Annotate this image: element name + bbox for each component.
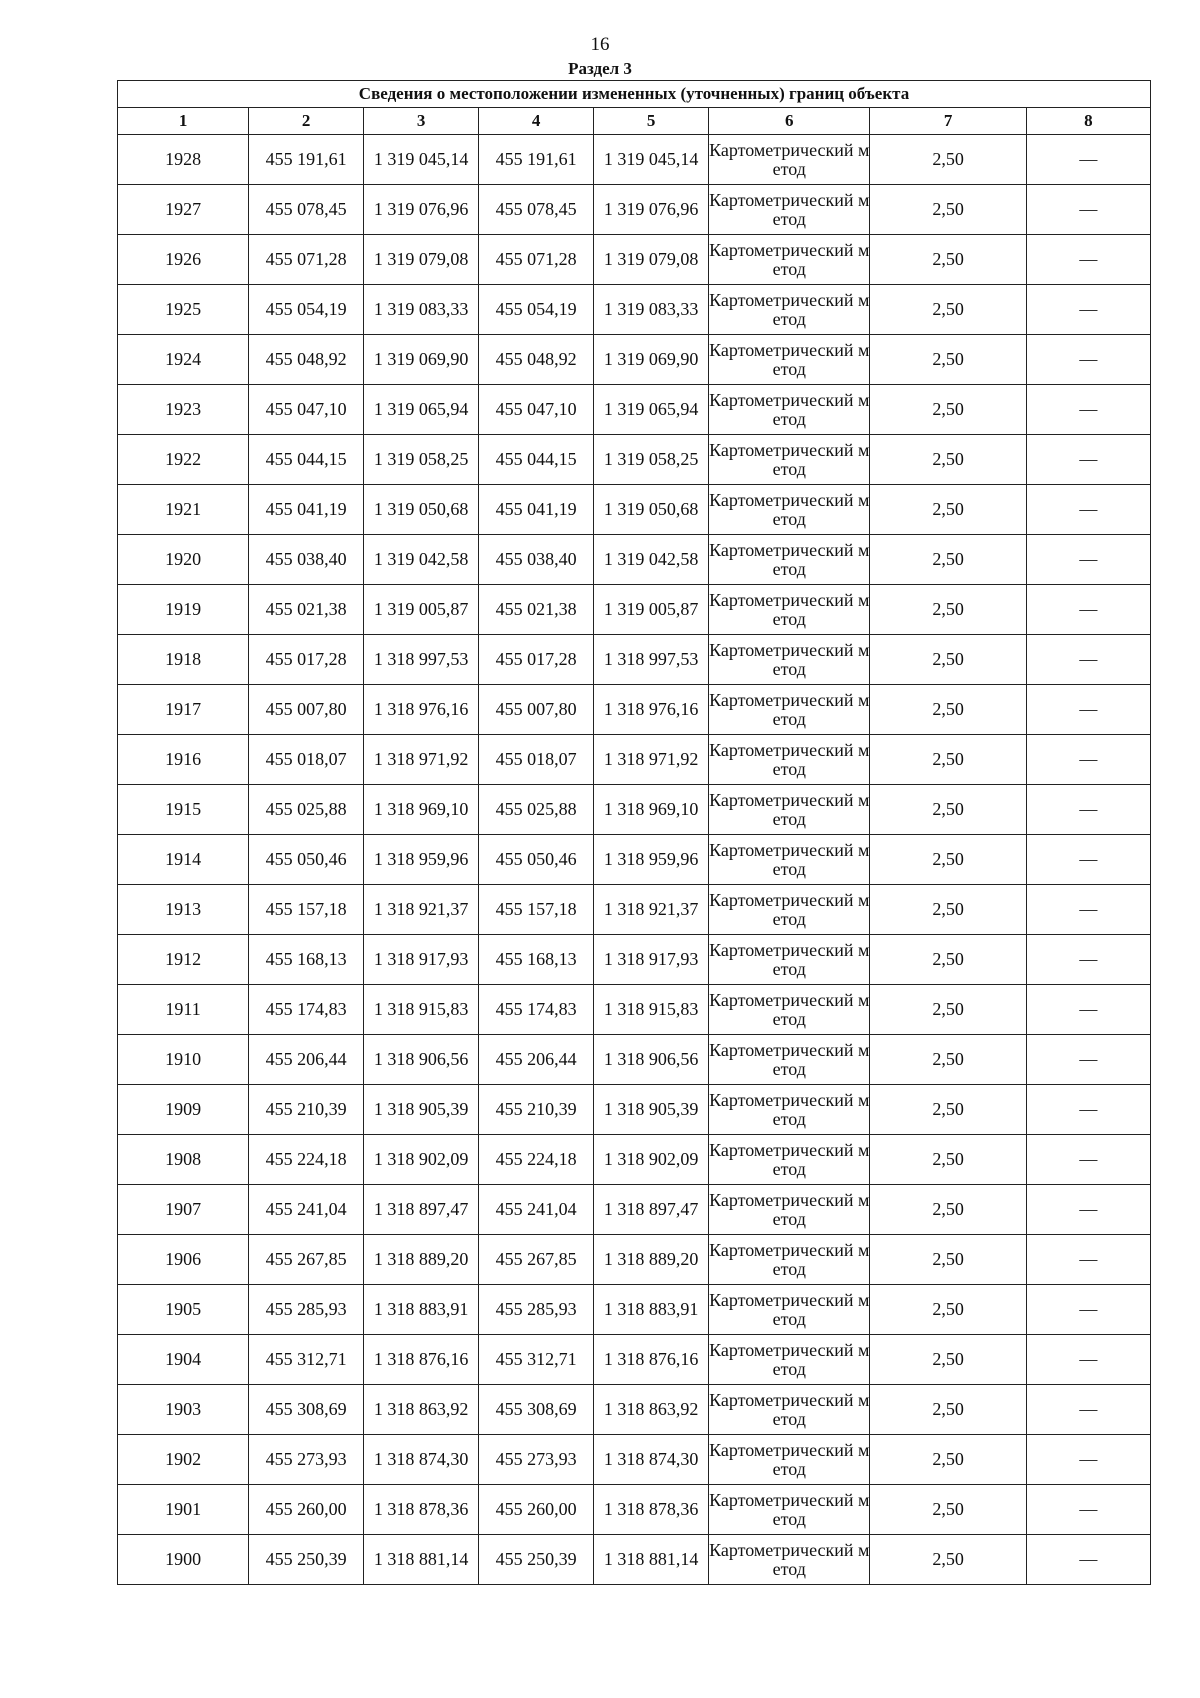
table-body (118, 135, 1151, 1585)
accuracy-cell: 2,50 (870, 185, 1026, 235)
y-refined-cell: 1 319 045,14 (594, 135, 709, 185)
y-existing-cell: 1 318 878,36 (364, 1485, 479, 1535)
x-existing-cell: 455 273,93 (249, 1435, 364, 1485)
x-refined-cell: 455 168,13 (479, 935, 594, 985)
method-cell: Картометрический метод (709, 1235, 870, 1285)
y-refined-cell: 1 318 976,16 (594, 685, 709, 735)
x-existing-cell: 455 267,85 (249, 1235, 364, 1285)
y-existing-cell: 1 319 083,33 (364, 285, 479, 335)
point-number-cell: 1926 (118, 235, 249, 285)
y-existing-cell: 1 318 971,92 (364, 735, 479, 785)
x-existing-cell: 455 312,71 (249, 1335, 364, 1385)
method-cell: Картометрический метод (709, 235, 870, 285)
x-existing-cell: 455 050,46 (249, 835, 364, 885)
note-cell: — (1026, 1135, 1150, 1185)
accuracy-cell: 2,50 (870, 885, 1026, 935)
x-existing-cell: 455 054,19 (249, 285, 364, 335)
note-cell: — (1026, 1335, 1150, 1385)
table-row (118, 735, 1151, 785)
point-number-cell: 1914 (118, 835, 249, 885)
y-existing-cell: 1 318 915,83 (364, 985, 479, 1035)
x-refined-cell: 455 273,93 (479, 1435, 594, 1485)
note-cell: — (1026, 635, 1150, 685)
x-existing-cell: 455 308,69 (249, 1385, 364, 1435)
column-number-row (118, 108, 1151, 135)
accuracy-cell: 2,50 (870, 635, 1026, 685)
note-cell: — (1026, 1285, 1150, 1335)
y-refined-cell: 1 318 897,47 (594, 1185, 709, 1235)
method-cell: Картометрический метод (709, 935, 870, 985)
x-refined-cell: 455 174,83 (479, 985, 594, 1035)
method-cell: Картометрический метод (709, 835, 870, 885)
table-row (118, 835, 1151, 885)
table-row (118, 1235, 1151, 1285)
x-existing-cell: 455 044,15 (249, 435, 364, 485)
y-existing-cell: 1 318 976,16 (364, 685, 479, 735)
x-refined-cell: 455 025,88 (479, 785, 594, 835)
x-existing-cell: 455 025,88 (249, 785, 364, 835)
accuracy-cell: 2,50 (870, 335, 1026, 385)
y-existing-cell: 1 319 005,87 (364, 585, 479, 635)
x-refined-cell: 455 312,71 (479, 1335, 594, 1385)
x-existing-cell: 455 250,39 (249, 1535, 364, 1585)
x-refined-cell: 455 191,61 (479, 135, 594, 185)
accuracy-cell: 2,50 (870, 1135, 1026, 1185)
point-number-cell: 1928 (118, 135, 249, 185)
point-number-cell: 1912 (118, 935, 249, 985)
point-number-cell: 1919 (118, 585, 249, 635)
x-existing-cell: 455 078,45 (249, 185, 364, 235)
table-row (118, 485, 1151, 535)
method-cell: Картометрический метод (709, 985, 870, 1035)
table-row (118, 1085, 1151, 1135)
x-refined-cell: 455 038,40 (479, 535, 594, 585)
method-cell: Картометрический метод (709, 885, 870, 935)
y-existing-cell: 1 318 902,09 (364, 1135, 479, 1185)
x-refined-cell: 455 041,19 (479, 485, 594, 535)
y-existing-cell: 1 318 889,20 (364, 1235, 479, 1285)
x-refined-cell: 455 078,45 (479, 185, 594, 235)
column-number: 3 (364, 108, 479, 135)
y-refined-cell: 1 318 959,96 (594, 835, 709, 885)
x-existing-cell: 455 224,18 (249, 1135, 364, 1185)
y-existing-cell: 1 318 874,30 (364, 1435, 479, 1485)
y-existing-cell: 1 319 069,90 (364, 335, 479, 385)
x-existing-cell: 455 157,18 (249, 885, 364, 935)
note-cell: — (1026, 835, 1150, 885)
y-existing-cell: 1 318 863,92 (364, 1385, 479, 1435)
column-number: 8 (1026, 108, 1150, 135)
accuracy-cell: 2,50 (870, 785, 1026, 835)
table-row (118, 885, 1151, 935)
method-cell: Картометрический метод (709, 285, 870, 335)
x-existing-cell: 455 018,07 (249, 735, 364, 785)
y-refined-cell: 1 319 065,94 (594, 385, 709, 435)
point-number-cell: 1901 (118, 1485, 249, 1535)
y-refined-cell: 1 318 921,37 (594, 885, 709, 935)
y-refined-cell: 1 318 889,20 (594, 1235, 709, 1285)
table-row (118, 785, 1151, 835)
x-existing-cell: 455 047,10 (249, 385, 364, 435)
x-existing-cell: 455 007,80 (249, 685, 364, 735)
y-refined-cell: 1 318 881,14 (594, 1535, 709, 1585)
accuracy-cell: 2,50 (870, 985, 1026, 1035)
table-row (118, 685, 1151, 735)
y-existing-cell: 1 318 883,91 (364, 1285, 479, 1335)
y-existing-cell: 1 318 917,93 (364, 935, 479, 985)
note-cell: — (1026, 335, 1150, 385)
method-cell: Картометрический метод (709, 1285, 870, 1335)
table-row (118, 1285, 1151, 1335)
y-existing-cell: 1 319 076,96 (364, 185, 479, 235)
x-refined-cell: 455 250,39 (479, 1535, 594, 1585)
y-refined-cell: 1 319 005,87 (594, 585, 709, 635)
note-cell: — (1026, 735, 1150, 785)
y-refined-cell: 1 318 917,93 (594, 935, 709, 985)
boundary-coordinates-table (117, 80, 1151, 1585)
accuracy-cell: 2,50 (870, 1285, 1026, 1335)
y-refined-cell: 1 318 883,91 (594, 1285, 709, 1335)
x-refined-cell: 455 224,18 (479, 1135, 594, 1185)
x-existing-cell: 455 210,39 (249, 1085, 364, 1135)
y-refined-cell: 1 318 915,83 (594, 985, 709, 1035)
y-existing-cell: 1 319 045,14 (364, 135, 479, 185)
y-refined-cell: 1 318 969,10 (594, 785, 709, 835)
accuracy-cell: 2,50 (870, 135, 1026, 185)
x-refined-cell: 455 018,07 (479, 735, 594, 785)
method-cell: Картометрический метод (709, 1485, 870, 1535)
method-cell: Картометрический метод (709, 785, 870, 835)
column-number: 7 (870, 108, 1026, 135)
x-refined-cell: 455 285,93 (479, 1285, 594, 1335)
x-existing-cell: 455 038,40 (249, 535, 364, 585)
y-refined-cell: 1 319 076,96 (594, 185, 709, 235)
method-cell: Картометрический метод (709, 1185, 870, 1235)
note-cell: — (1026, 235, 1150, 285)
accuracy-cell: 2,50 (870, 1385, 1026, 1435)
point-number-cell: 1900 (118, 1535, 249, 1585)
note-cell: — (1026, 1385, 1150, 1435)
method-cell: Картометрический метод (709, 1535, 870, 1585)
point-number-cell: 1923 (118, 385, 249, 435)
x-existing-cell: 455 191,61 (249, 135, 364, 185)
y-existing-cell: 1 319 042,58 (364, 535, 479, 585)
y-existing-cell: 1 318 881,14 (364, 1535, 479, 1585)
table-row (118, 285, 1151, 335)
y-refined-cell: 1 318 876,16 (594, 1335, 709, 1385)
method-cell: Картометрический метод (709, 635, 870, 685)
point-number-cell: 1908 (118, 1135, 249, 1185)
note-cell: — (1026, 1235, 1150, 1285)
note-cell: — (1026, 685, 1150, 735)
x-existing-cell: 455 017,28 (249, 635, 364, 685)
method-cell: Картометрический метод (709, 1435, 870, 1485)
table-row (118, 1335, 1151, 1385)
table-row (118, 1135, 1151, 1185)
note-cell: — (1026, 485, 1150, 535)
y-refined-cell: 1 318 874,30 (594, 1435, 709, 1485)
accuracy-cell: 2,50 (870, 385, 1026, 435)
accuracy-cell: 2,50 (870, 1335, 1026, 1385)
x-refined-cell: 455 007,80 (479, 685, 594, 735)
y-refined-cell: 1 319 069,90 (594, 335, 709, 385)
x-refined-cell: 455 241,04 (479, 1185, 594, 1235)
accuracy-cell: 2,50 (870, 1035, 1026, 1085)
method-cell: Картометрический метод (709, 735, 870, 785)
note-cell: — (1026, 1535, 1150, 1585)
y-existing-cell: 1 318 997,53 (364, 635, 479, 685)
x-refined-cell: 455 054,19 (479, 285, 594, 335)
method-cell: Картометрический метод (709, 685, 870, 735)
x-refined-cell: 455 050,46 (479, 835, 594, 885)
accuracy-cell: 2,50 (870, 1085, 1026, 1135)
note-cell: — (1026, 1485, 1150, 1535)
method-cell: Картометрический метод (709, 1135, 870, 1185)
method-cell: Картометрический метод (709, 535, 870, 585)
y-refined-cell: 1 318 902,09 (594, 1135, 709, 1185)
point-number-cell: 1921 (118, 485, 249, 535)
x-refined-cell: 455 157,18 (479, 885, 594, 935)
accuracy-cell: 2,50 (870, 685, 1026, 735)
y-refined-cell: 1 319 042,58 (594, 535, 709, 585)
y-existing-cell: 1 319 058,25 (364, 435, 479, 485)
point-number-cell: 1907 (118, 1185, 249, 1235)
accuracy-cell: 2,50 (870, 535, 1026, 585)
table-row (118, 185, 1151, 235)
point-number-cell: 1927 (118, 185, 249, 235)
column-number: 2 (249, 108, 364, 135)
x-existing-cell: 455 241,04 (249, 1185, 364, 1235)
accuracy-cell: 2,50 (870, 485, 1026, 535)
y-existing-cell: 1 318 959,96 (364, 835, 479, 885)
y-refined-cell: 1 318 906,56 (594, 1035, 709, 1085)
y-refined-cell: 1 318 878,36 (594, 1485, 709, 1535)
accuracy-cell: 2,50 (870, 585, 1026, 635)
y-existing-cell: 1 319 050,68 (364, 485, 479, 535)
y-existing-cell: 1 318 969,10 (364, 785, 479, 835)
table-row (118, 535, 1151, 585)
x-existing-cell: 455 168,13 (249, 935, 364, 985)
column-number: 6 (709, 108, 870, 135)
table-row (118, 1185, 1151, 1235)
note-cell: — (1026, 985, 1150, 1035)
note-cell: — (1026, 135, 1150, 185)
x-refined-cell: 455 071,28 (479, 235, 594, 285)
accuracy-cell: 2,50 (870, 935, 1026, 985)
x-existing-cell: 455 071,28 (249, 235, 364, 285)
x-existing-cell: 455 206,44 (249, 1035, 364, 1085)
table-row (118, 1435, 1151, 1485)
y-refined-cell: 1 319 050,68 (594, 485, 709, 535)
point-number-cell: 1905 (118, 1285, 249, 1335)
table-row (118, 335, 1151, 385)
table-row (118, 1535, 1151, 1585)
x-refined-cell: 455 047,10 (479, 385, 594, 435)
x-refined-cell: 455 048,92 (479, 335, 594, 385)
note-cell: — (1026, 1085, 1150, 1135)
y-existing-cell: 1 318 906,56 (364, 1035, 479, 1085)
point-number-cell: 1925 (118, 285, 249, 335)
note-cell: — (1026, 935, 1150, 985)
point-number-cell: 1915 (118, 785, 249, 835)
point-number-cell: 1910 (118, 1035, 249, 1085)
y-existing-cell: 1 318 897,47 (364, 1185, 479, 1235)
y-existing-cell: 1 319 065,94 (364, 385, 479, 435)
x-existing-cell: 455 021,38 (249, 585, 364, 635)
point-number-cell: 1911 (118, 985, 249, 1035)
y-existing-cell: 1 318 876,16 (364, 1335, 479, 1385)
method-cell: Картометрический метод (709, 385, 870, 435)
note-cell: — (1026, 285, 1150, 335)
table-row (118, 1385, 1151, 1435)
method-cell: Картометрический метод (709, 485, 870, 535)
point-number-cell: 1918 (118, 635, 249, 685)
point-number-cell: 1906 (118, 1235, 249, 1285)
y-existing-cell: 1 318 905,39 (364, 1085, 479, 1135)
note-cell: — (1026, 385, 1150, 435)
x-refined-cell: 455 206,44 (479, 1035, 594, 1085)
accuracy-cell: 2,50 (870, 1485, 1026, 1535)
column-number: 5 (594, 108, 709, 135)
point-number-cell: 1917 (118, 685, 249, 735)
accuracy-cell: 2,50 (870, 285, 1026, 335)
point-number-cell: 1922 (118, 435, 249, 485)
point-number-cell: 1920 (118, 535, 249, 585)
method-cell: Картометрический метод (709, 435, 870, 485)
x-refined-cell: 455 260,00 (479, 1485, 594, 1535)
method-cell: Картометрический метод (709, 1085, 870, 1135)
note-cell: — (1026, 1185, 1150, 1235)
note-cell: — (1026, 1435, 1150, 1485)
point-number-cell: 1916 (118, 735, 249, 785)
method-cell: Картометрический метод (709, 185, 870, 235)
x-refined-cell: 455 017,28 (479, 635, 594, 685)
point-number-cell: 1924 (118, 335, 249, 385)
method-cell: Картометрический метод (709, 585, 870, 635)
accuracy-cell: 2,50 (870, 1435, 1026, 1485)
y-refined-cell: 1 318 997,53 (594, 635, 709, 685)
y-refined-cell: 1 319 083,33 (594, 285, 709, 335)
point-number-cell: 1902 (118, 1435, 249, 1485)
note-cell: — (1026, 885, 1150, 935)
accuracy-cell: 2,50 (870, 1535, 1026, 1585)
accuracy-cell: 2,50 (870, 435, 1026, 485)
note-cell: — (1026, 585, 1150, 635)
section-title: Раздел 3 (568, 59, 632, 78)
column-number: 1 (118, 108, 249, 135)
point-number-cell: 1904 (118, 1335, 249, 1385)
x-existing-cell: 455 041,19 (249, 485, 364, 535)
method-cell: Картометрический метод (709, 1035, 870, 1085)
accuracy-cell: 2,50 (870, 235, 1026, 285)
x-existing-cell: 455 048,92 (249, 335, 364, 385)
table-row (118, 385, 1151, 435)
note-cell: — (1026, 185, 1150, 235)
table-row (118, 1035, 1151, 1085)
accuracy-cell: 2,50 (870, 1235, 1026, 1285)
x-refined-cell: 455 267,85 (479, 1235, 594, 1285)
table-row (118, 585, 1151, 635)
table-row (118, 985, 1151, 1035)
table-row (118, 435, 1151, 485)
note-cell: — (1026, 1035, 1150, 1085)
x-refined-cell: 455 210,39 (479, 1085, 594, 1135)
y-refined-cell: 1 318 905,39 (594, 1085, 709, 1135)
x-existing-cell: 455 174,83 (249, 985, 364, 1035)
page-number: 16 (590, 34, 610, 55)
y-refined-cell: 1 319 079,08 (594, 235, 709, 285)
table-row (118, 935, 1151, 985)
x-existing-cell: 455 260,00 (249, 1485, 364, 1535)
x-refined-cell: 455 308,69 (479, 1385, 594, 1435)
table-row (118, 635, 1151, 685)
method-cell: Картометрический метод (709, 1335, 870, 1385)
table-caption: Сведения о местоположении измененных (уточненных) границ объекта (118, 81, 1151, 108)
table-row (118, 1485, 1151, 1535)
y-refined-cell: 1 319 058,25 (594, 435, 709, 485)
x-refined-cell: 455 044,15 (479, 435, 594, 485)
note-cell: — (1026, 785, 1150, 835)
method-cell: Картометрический метод (709, 1385, 870, 1435)
method-cell: Картометрический метод (709, 135, 870, 185)
method-cell: Картометрический метод (709, 335, 870, 385)
point-number-cell: 1913 (118, 885, 249, 935)
table-row (118, 235, 1151, 285)
x-existing-cell: 455 285,93 (249, 1285, 364, 1335)
y-refined-cell: 1 318 971,92 (594, 735, 709, 785)
point-number-cell: 1909 (118, 1085, 249, 1135)
note-cell: — (1026, 535, 1150, 585)
column-number: 4 (479, 108, 594, 135)
note-cell: — (1026, 435, 1150, 485)
table-row (118, 135, 1151, 185)
x-refined-cell: 455 021,38 (479, 585, 594, 635)
accuracy-cell: 2,50 (870, 735, 1026, 785)
accuracy-cell: 2,50 (870, 835, 1026, 885)
y-refined-cell: 1 318 863,92 (594, 1385, 709, 1435)
point-number-cell: 1903 (118, 1385, 249, 1435)
y-existing-cell: 1 319 079,08 (364, 235, 479, 285)
y-existing-cell: 1 318 921,37 (364, 885, 479, 935)
accuracy-cell: 2,50 (870, 1185, 1026, 1235)
